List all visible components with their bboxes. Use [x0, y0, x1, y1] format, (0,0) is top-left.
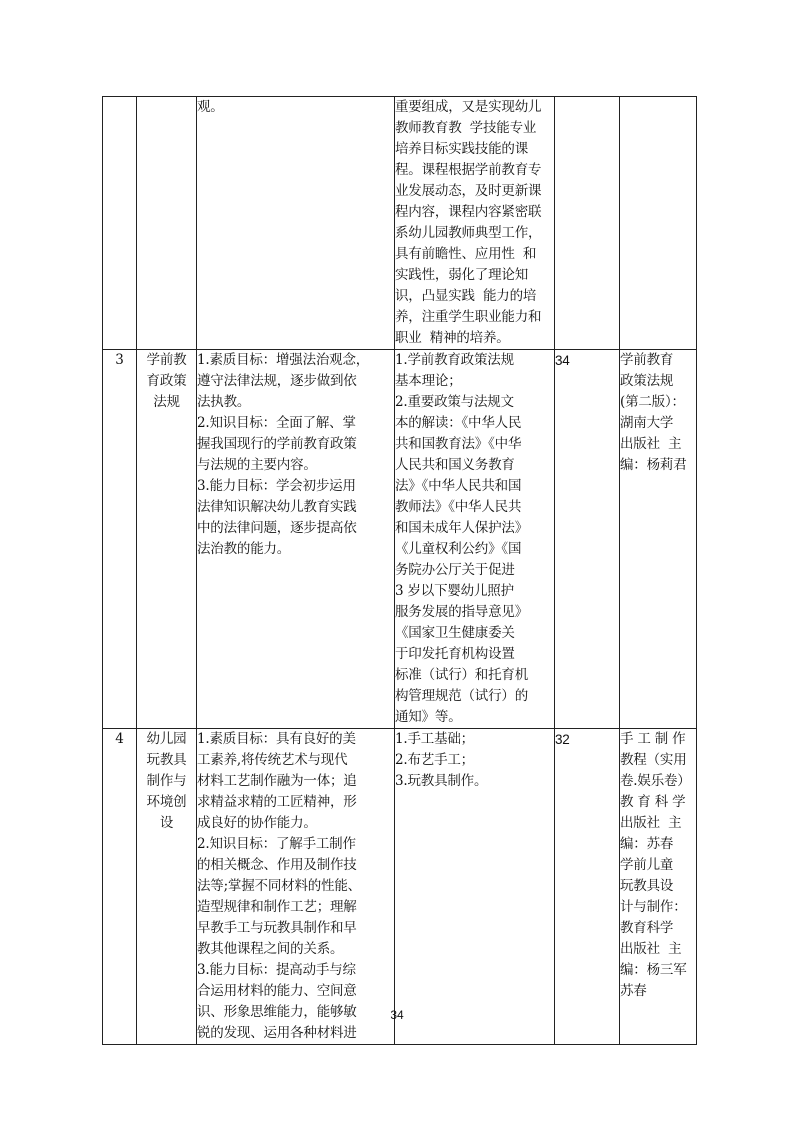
cell-text-line: 于印发托育机构设置 [395, 646, 515, 662]
cell-text-line: 法等;掌握不同材料的性能、 [197, 878, 361, 894]
cell-text-line: 2.知识目标：全面了解、掌 [197, 415, 356, 431]
cell-text-line: 设 [159, 815, 174, 831]
cell-text-line: 玩教具设 [620, 878, 674, 894]
cell-text-line: 教师教育教 学技能专业 [395, 120, 537, 136]
cell-text-line: 苏春 [620, 983, 647, 999]
cell-text-line: 识，凸显实践 能力的培 [395, 288, 537, 304]
cell-text-line: 学前教 [146, 352, 187, 368]
cell-text-line: 法执教。 [197, 394, 251, 410]
course-content-cell [395, 350, 555, 729]
course-content-cell [395, 729, 555, 1045]
cell-text-line: 教程（实用 [620, 752, 687, 768]
course-goals-cell [197, 729, 395, 1045]
course-content-cell [395, 97, 555, 350]
cell-text-line: 和国未成年人保护法》 [395, 520, 528, 536]
cell-text-line: 识、形象思维能力，能够敏 [197, 1004, 357, 1020]
cell-text-line: 编：杨莉君 [620, 457, 687, 473]
cell-text-line: 卷.娱乐卷） [620, 773, 691, 789]
cell-text-line: 教 育 科 学 [620, 794, 686, 810]
cell-text-line: 构管理规范（试行）的 [395, 688, 528, 704]
cell-text-line: 合运用材料的能力、空间意 [197, 983, 357, 999]
cell-text-line: 编：杨三军 [620, 962, 687, 978]
cell-text-line: 3.能力目标：提高动手与综 [197, 962, 356, 978]
cell-text-line: 学前儿童 [620, 857, 674, 873]
cell-text-line: 2.知识目标：了解手工制作 [197, 836, 356, 852]
cell-text-line: 本的解读：《中华人民 [395, 415, 522, 431]
cell-text-line: 观。 [197, 99, 224, 115]
course-textbook-cell [620, 97, 697, 350]
cell-text-line: 幼儿园 [146, 731, 187, 747]
cell-text-line: 服务发展的指导意见》 [395, 604, 528, 620]
cell-text-line: 遵守法律法规，逐步做到依 [197, 373, 357, 389]
cell-text-line: 中的法律问题，逐步提高依 [197, 520, 357, 536]
cell-text-line: 培养目标实践技能的课 [395, 141, 528, 157]
cell-text-line: 职业 精神的培养。 [395, 330, 510, 346]
cell-text-line: 1.素质目标：增强法治观念， [197, 352, 370, 368]
cell-text-line: 的相关概念、作用及制作技 [197, 857, 357, 873]
cell-text-line: 2.布艺手工； [395, 752, 474, 768]
course-number-cell [103, 97, 137, 350]
cell-text-line: 法律知识解决幼儿教育实践 [197, 499, 357, 515]
cell-text-line: (第二版）： [620, 394, 685, 410]
cell-text-line: 教师法》《中华人民共 [395, 499, 522, 515]
cell-text-line: 编：苏春 [620, 836, 674, 852]
cell-text-line: 学前教育 [620, 352, 674, 368]
cell-text-line: 计与制作： [620, 899, 687, 915]
cell-text-line: 共和国教育法》《中华 [395, 436, 522, 452]
cell-text-line: 通知》等。 [395, 709, 462, 725]
cell-text-line: 重要组成，又是实现幼儿 [395, 99, 542, 115]
course-textbook-cell [620, 729, 697, 1045]
cell-text-line: 环境创 [146, 794, 187, 810]
course-hours-cell: 32 [555, 729, 620, 1045]
course-hours-cell [555, 97, 620, 350]
cell-text-line: 法规 [153, 394, 180, 410]
cell-text-line: 3.玩教具制作。 [395, 773, 488, 789]
cell-text-line: 玩教具 [146, 752, 187, 768]
cell-text-line: 政策法规 [620, 373, 674, 389]
cell-text-line: 1.素质目标：具有良好的美 [197, 731, 356, 747]
cell-text-line: 具有前瞻性、应用性 和 [395, 246, 537, 262]
course-name-cell [137, 729, 197, 1045]
table-row [103, 729, 697, 1045]
cell-text-line: 《儿童权利公约》《国 [395, 541, 522, 557]
cell-text-line: 材料工艺制作融为一体；追 [197, 773, 357, 789]
cell-text-line: 法治教的能力。 [197, 541, 291, 557]
cell-text-line: 1.手工基础； [395, 731, 474, 747]
cell-text-line: 手 工 制 作 [620, 731, 686, 747]
cell-text-line: 出版社 主 [620, 436, 682, 452]
cell-text-line: 《国家卫生健康委关 [395, 625, 515, 641]
cell-text-line: 务院办公厅关于促进 [395, 562, 515, 578]
course-table [102, 96, 697, 1045]
cell-text-line: 养，注重学生职业能力和 [395, 309, 542, 325]
cell-text-line: 3.能力目标：学会初步运用 [197, 478, 356, 494]
course-textbook-cell [620, 350, 697, 729]
cell-text-line: 基本理论； [395, 373, 462, 389]
course-number-cell: 3 [103, 350, 137, 729]
cell-text-line: 与法规的主要内容。 [197, 457, 317, 473]
cell-text-line: 锐的发现、运用各种材料进 [197, 1025, 357, 1041]
cell-text-line: 业发展动态，及时更新课 [395, 183, 542, 199]
course-goals-cell [197, 350, 395, 729]
course-name-cell [137, 350, 197, 729]
cell-text-line: 程内容，课程内容紧密联 [395, 204, 542, 220]
cell-text-line: 1.学前教育政策法规 [395, 352, 514, 368]
cell-text-line: 人民共和国义务教育 [395, 457, 515, 473]
cell-text-line: 系幼儿园教师典型工作， [395, 225, 542, 241]
cell-text-line: 制作与 [146, 773, 187, 789]
course-hours-cell: 34 [555, 350, 620, 729]
table-row [103, 97, 697, 350]
cell-text-line: 出版社 主 [620, 815, 682, 831]
course-number-cell: 4 [103, 729, 137, 1045]
cell-text-line: 教其他课程之间的关系。 [197, 941, 344, 957]
cell-text-line: 早教手工与玩教具制作和早 [197, 920, 357, 936]
cell-text-line: 标准（试行）和托育机 [395, 667, 528, 683]
cell-text-line: 程。课程根据学前教育专 [395, 162, 542, 178]
cell-text-line: 2.重要政策与法规文 [395, 394, 514, 410]
cell-text-line: 成良好的协作能力。 [197, 815, 317, 831]
cell-text-line: 工素养,将传统艺术与现代 [197, 752, 348, 768]
course-goals-cell [197, 97, 395, 350]
cell-text-line: 造型规律和制作工艺；理解 [197, 899, 357, 915]
cell-text-line: 3 岁以下婴幼儿照护 [395, 583, 514, 599]
page-number: 34 [390, 1008, 404, 1022]
cell-text-line: 湖南大学 [620, 415, 674, 431]
table-row [103, 350, 697, 729]
cell-text-line: 育政策 [146, 373, 187, 389]
cell-text-line: 法》《中华人民共和国 [395, 478, 522, 494]
cell-text-line: 求精益求精的工匠精神，形 [197, 794, 357, 810]
cell-text-line: 实践性，弱化了理论知 [395, 267, 528, 283]
cell-text-line: 出版社 主 [620, 941, 682, 957]
cell-text-line: 握我国现行的学前教育政策 [197, 436, 357, 452]
cell-text-line: 教育科学 [620, 920, 674, 936]
course-name-cell [137, 97, 197, 350]
